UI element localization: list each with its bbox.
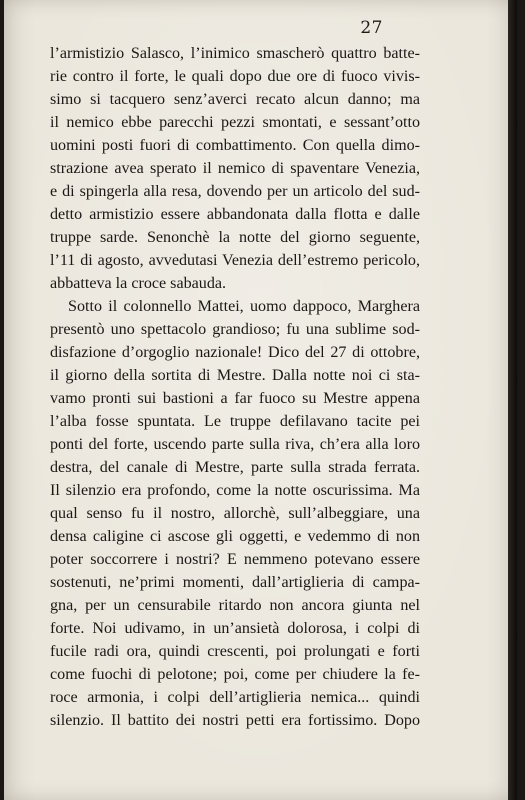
text-line: roce armonia, i colpi dell’artiglieria nemica... quindi [50, 689, 420, 706]
book-page [4, 0, 517, 800]
text-line: detto armistizio essere abbandonata dalla flotta e dalle [50, 206, 420, 223]
text-line: qual senso fu il nostro, allorchè, sull’albeggiare, una [50, 505, 420, 522]
body-text [50, 42, 420, 732]
text-line: fucile radi ora, quindi crescenti, poi prolungati e forti [50, 643, 420, 660]
text-line: l’11 di agosto, avvedutasi Venezia dell’estremo pericolo, [50, 252, 420, 269]
text-line: silenzio. Il battito dei nostri petti era fortissimo. Dopo [50, 712, 420, 729]
text-line: il giorno della sortita di Mestre. Dalla notte noi ci sta- [50, 367, 420, 384]
paragraph-2 [50, 295, 420, 732]
paragraph-1 [50, 42, 420, 295]
text-line: rie contro il forte, le quali dopo due ore di fuoco vivis- [50, 68, 420, 85]
text-line: presentò uno spettacolo grandioso; fu una sublime sod- [50, 321, 420, 338]
text-line: forte. Noi udivamo, in un’ansietà dolorosa, i colpi di [50, 620, 420, 637]
text-line: l’alba fosse spuntata. Le truppe defilavano tacite pei [50, 413, 420, 430]
text-line: l’armistizio Salasco, l’inimico smascherò quattro batte- [50, 45, 420, 62]
text-line: disfazione d’orgoglio nazionale! Dico del 27 di ottobre, [50, 344, 420, 361]
page-edge-shadow [508, 0, 517, 800]
text-line: abbatteva la croce sabauda. [50, 275, 227, 292]
text-line: e di spingerla alla resa, dovendo per un articolo del sud- [50, 183, 420, 200]
text-line: uomini posti fuori di combattimento. Con quella dimo- [50, 137, 420, 154]
text-line: come fuochi di pelotone; poi, come per chiudere la fe- [50, 666, 420, 683]
text-line: vamo pronti sui bastioni a far fuoco su Mestre appena [50, 390, 420, 407]
text-line: destra, del canale di Mestre, parte sulla strada ferrata. [50, 459, 420, 476]
text-line: Sotto il colonnello Mattei, uomo dappoco, Marghera [68, 298, 420, 315]
text-line: simo si tacquero senz’averci recato alcun danno; ma [50, 91, 420, 108]
text-line: ponti del forte, uscendo parte sulla riva, ch’era alla loro [50, 436, 420, 453]
text-line: Il silenzio era profondo, come la notte oscurissima. Ma [50, 482, 420, 499]
text-line: truppe sarde. Senonchè la notte del giorno seguente, [50, 229, 420, 246]
text-line: poter soccorrere i nostri? E nemmeno potevano essere [50, 551, 420, 568]
text-line: strazione avea sperato il nemico di spaventare Venezia, [50, 160, 420, 177]
text-line: gna, per un censurabile ritardo non ancora giunta nel [50, 597, 420, 614]
text-line: densa caligine ci ascose gli oggetti, e vedemmo di non [50, 528, 420, 545]
page-number: 27 [360, 18, 383, 38]
text-line: sostenuti, ne’primi momenti, dall’artiglieria di campa- [50, 574, 420, 591]
text-line: il nemico ebbe parecchi pezzi smontati, e sessant’otto [50, 114, 420, 131]
